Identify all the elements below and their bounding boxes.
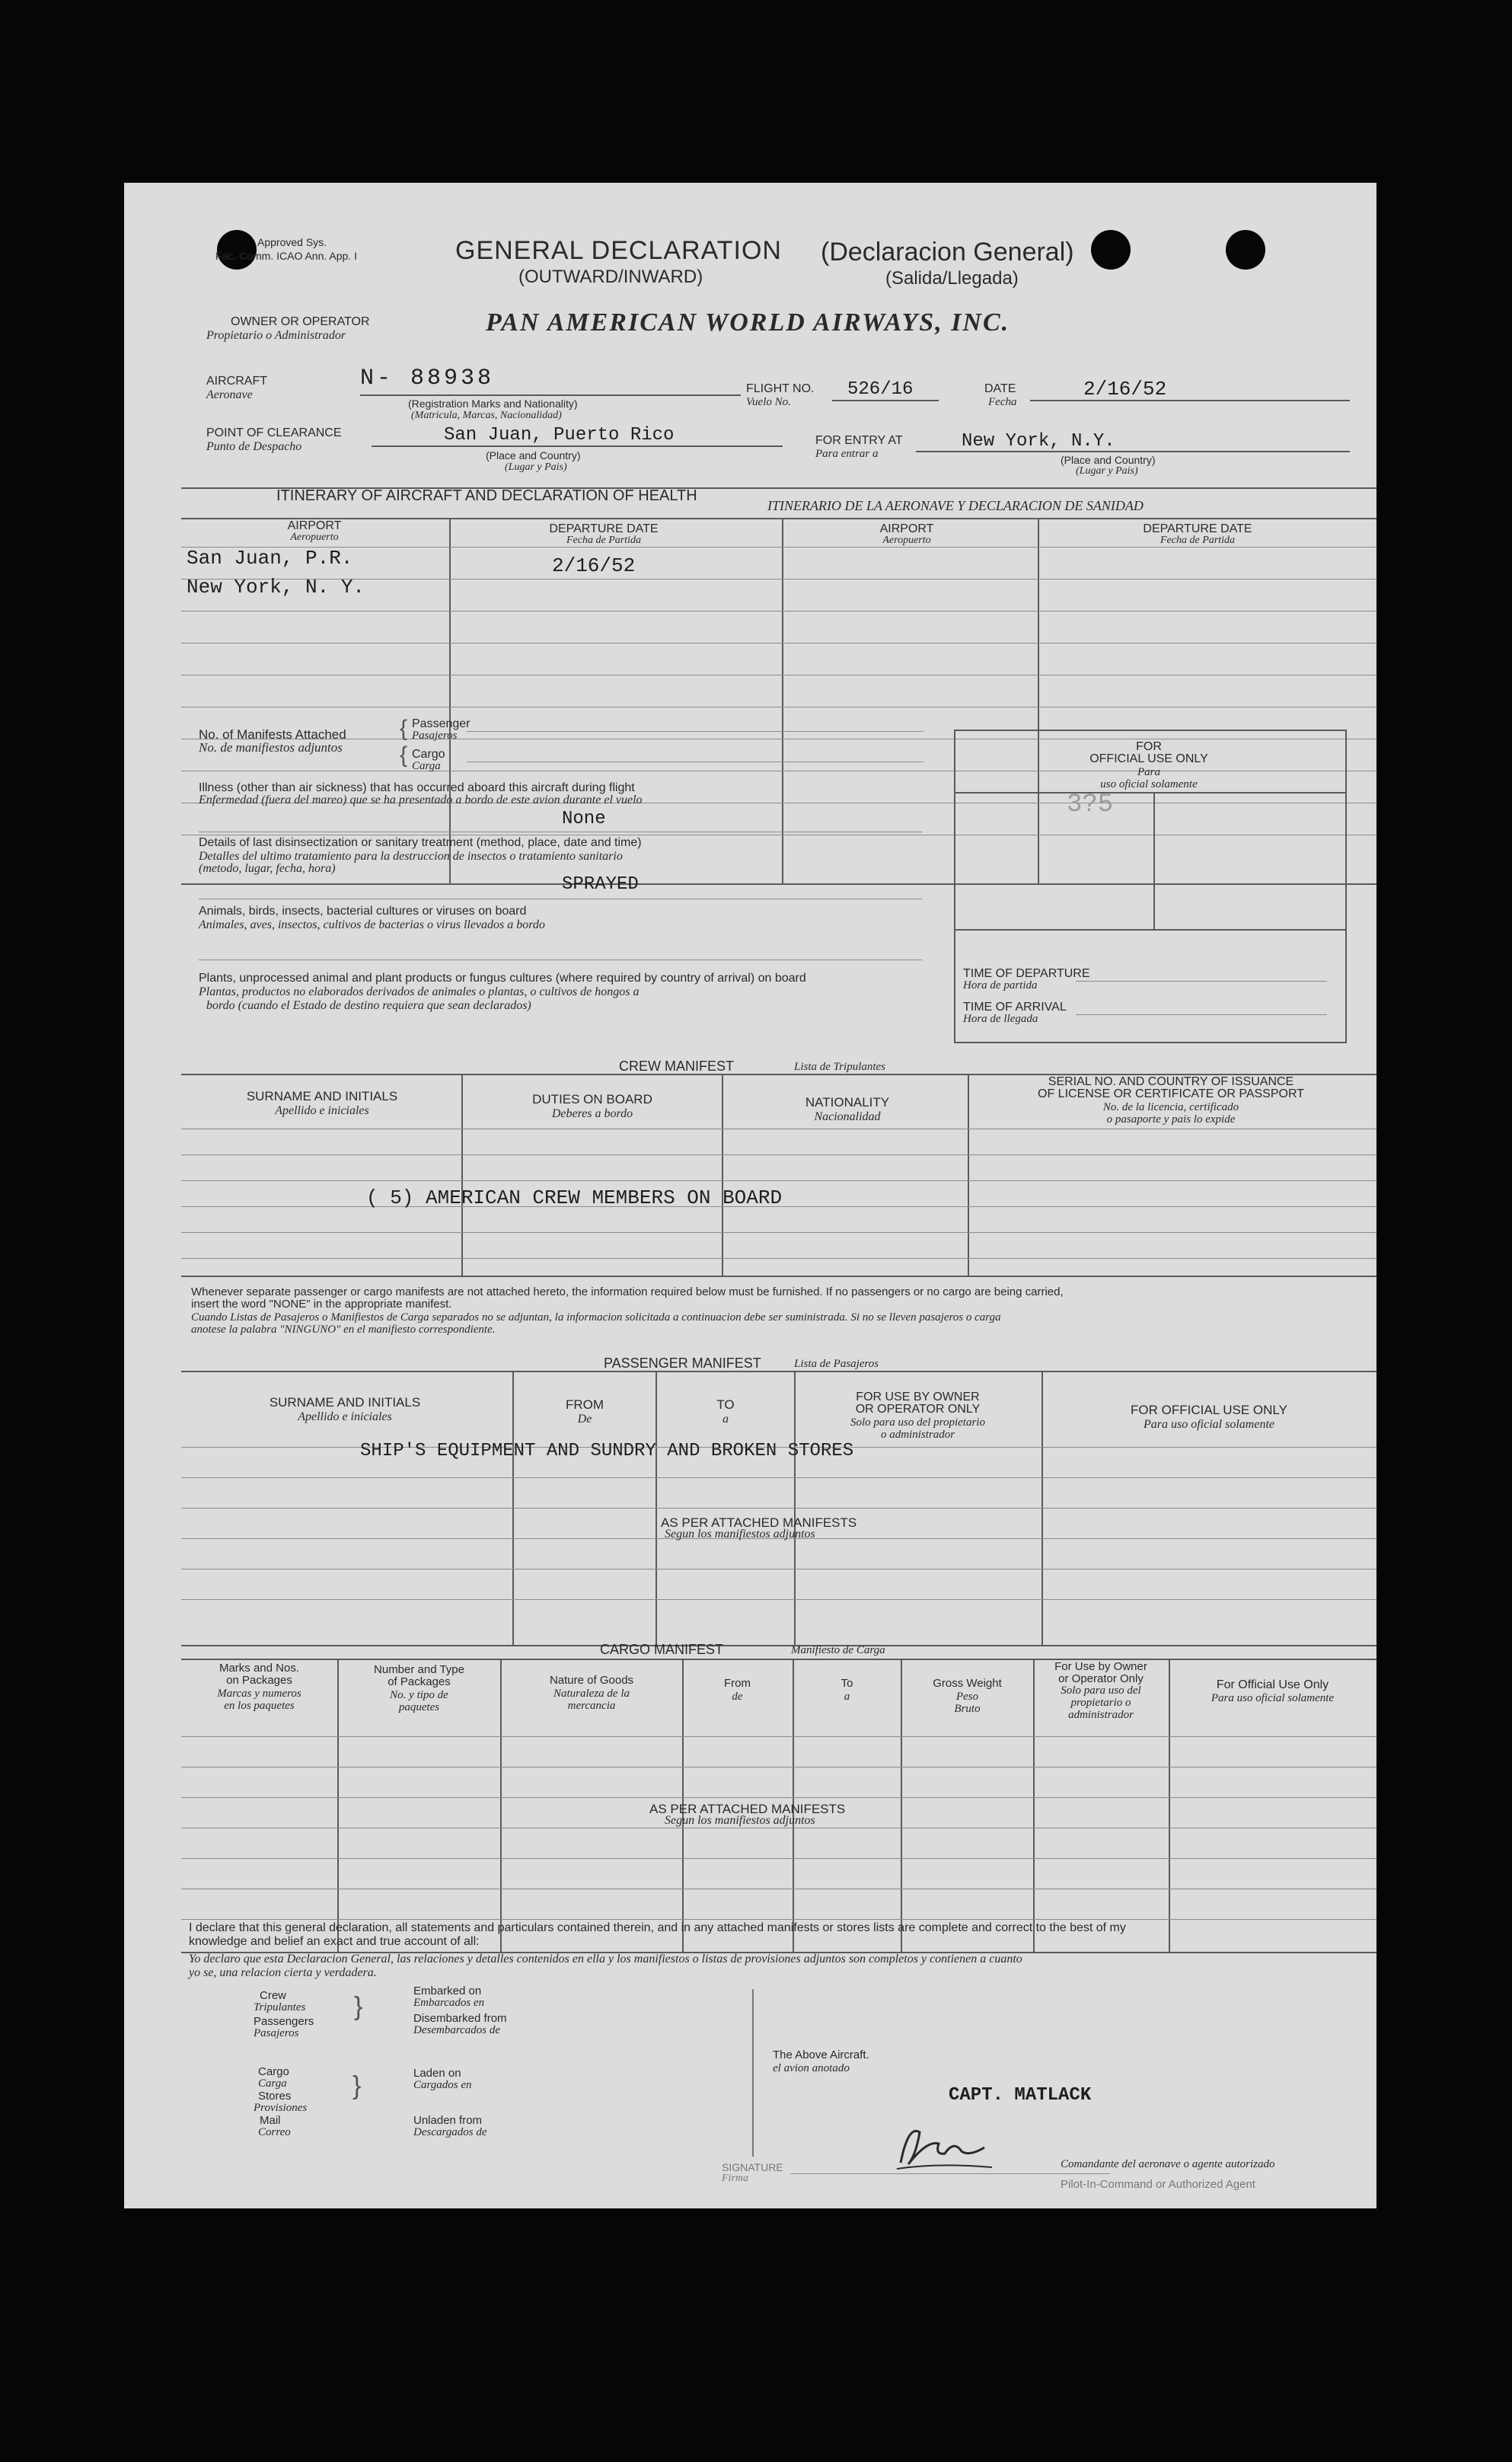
cargo-attached-es: Segun los manifiestos adjuntos (665, 1814, 815, 1827)
decl-stores-es: Provisiones (254, 2102, 308, 2114)
disinsect-label-es: Detalles del ultimo tratamiento para la destruccion de insectos o tratamiento sanitario (199, 850, 623, 863)
cargo-col-owner-es3: administrador (1068, 1709, 1134, 1721)
itinerary-col-airport-es-2: Aeropuerto (882, 535, 931, 546)
crew-heading: CREW MANIFEST (619, 1059, 734, 1074)
crew-col-serial: SERIAL NO. AND COUNTRY OF ISSUANCE (1048, 1075, 1294, 1088)
form-subtitle: (OUTWARD/INWARD) (518, 267, 703, 287)
passenger-col-owner-es: Solo para uso del propietario (850, 1416, 985, 1429)
itinerary-heading-es: ITINERARIO DE LA AERONAVE Y DECLARACION DE SANIDAD (767, 498, 1144, 513)
notice-line-2: insert the word "NONE" in the appropriate manifest. (191, 1298, 452, 1311)
time-arrival-label-es: Hora de llegada (963, 1013, 1038, 1025)
passenger-col-from-es: De (577, 1413, 592, 1426)
date-label: DATE (984, 382, 1016, 395)
flight-label-es: Vuelo No. (746, 396, 791, 408)
crew-col-serial-2: OF LICENSE OR CERTIFICATE OR PASSPORT (1038, 1087, 1304, 1100)
clearance-value: San Juan, Puerto Rico (444, 425, 675, 445)
declaration-line-3: Yo declaro que esta Declaracion General, las relaciones y detalles contenidos en ella y los manifiestos o listas de provisiones adjuntos son completos y contienen a cuanto (189, 1953, 1022, 1965)
commander-label-es: Comandante del aeronave o agente autorizado (1061, 2158, 1275, 2170)
manifests-label-es: No. de manifiestos adjuntos (199, 740, 343, 755)
punch-hole-middle (1091, 230, 1131, 270)
cargo-col-weight-es2: Bruto (954, 1703, 981, 1715)
passenger-entry: SHIP'S EQUIPMENT AND SUNDRY AND BROKEN STORES (360, 1441, 854, 1461)
crew-col-surname-es: Apellido e iniciales (275, 1104, 369, 1117)
entry-sub-es: (Lugar y Pais) (1076, 465, 1138, 477)
crew-entry: ( 5) AMERICAN CREW MEMBERS ON BOARD (366, 1186, 783, 1209)
time-departure-label: TIME OF DEPARTURE (963, 967, 1090, 980)
itinerary-row1-airport: San Juan, P.R. (187, 547, 353, 570)
cargo-col-number-2: of Packages (388, 1675, 451, 1688)
manifests-passenger-es: Pasajeros (412, 730, 458, 742)
commander-label: Pilot-In-Command or Authorized Agent (1061, 2178, 1255, 2191)
approved-note: Approved Sys. (257, 236, 327, 248)
decl-above-aircraft: The Above Aircraft. (773, 2048, 869, 2061)
crew-heading-es: Lista de Tripulantes (794, 1061, 886, 1073)
plants-label-es2: bordo (cuando el Estado de destino requiera que sean declarados) (206, 999, 531, 1012)
declaration-line-2: knowledge and belief an exact and true account of all: (189, 1935, 480, 1948)
cargo-col-owner-es2: propietario o (1070, 1697, 1131, 1709)
clearance-label: POINT OF CLEARANCE (206, 426, 342, 439)
decl-mail-es: Correo (258, 2126, 291, 2138)
passenger-attached-es: Segun los manifiestos adjuntos (665, 1528, 815, 1541)
itinerary-col-airport-2: AIRPORT (879, 522, 934, 535)
owner-label-es: Propietario o Administrador (206, 329, 346, 342)
cargo-col-weight: Gross Weight (933, 1677, 1002, 1690)
official-label: FOR (1136, 740, 1162, 753)
cargo-col-official-es: Para uso oficial solamente (1211, 1692, 1335, 1704)
captain-name: CAPT. MATLACK (949, 2085, 1092, 2106)
manifests-cargo: Cargo (412, 748, 445, 761)
disinsect-value: SPRAYED (562, 874, 639, 895)
decl-crew-es: Tripulantes (254, 2001, 306, 2013)
itinerary-col-airport-es: Aeropuerto (290, 532, 339, 543)
declaration-line-1: I declare that this general declaration, all statements and particulars contained therein, and in any attached manifests or stores lists are complete and correct to the best of my (189, 1921, 1126, 1934)
form-title: GENERAL DECLARATION (455, 236, 782, 265)
decl-passengers-es: Pasajeros (254, 2027, 299, 2039)
passenger-col-official-es: Para uso oficial solamente (1144, 1418, 1274, 1431)
notice-line-4: anotese la palabra "NINGUNO" en el manifiesto correspondiente. (191, 1324, 496, 1336)
animals-label: Animals, birds, insects, bacterial cultures or viruses on board (199, 905, 527, 918)
plants-label-es: Plantas, productos no elaborados derivados de animales o plantas, o cultivos de hongos a (199, 985, 640, 998)
cargo-col-owner-2: or Operator Only (1058, 1672, 1144, 1685)
decl-disembarked: Disembarked from (413, 2012, 507, 2025)
decl-disembarked-es: Desembarcados de (413, 2024, 501, 2036)
cargo-col-official: For Official Use Only (1216, 1678, 1329, 1691)
declaration-form: Approved Sys. Fac. Comm. ICAO Ann. App. I GENERAL DECLARATION (OUTWARD/INWARD) (Declaracion General) (Salida/Llegada) OWNER OR OPERATOR Propietario o Administrador PAN AMERICAN WORLD AIRWAYS, INC. AIRCRAFT Aeronave N- 88938 (Registration Marks and Nationality) (Matricula, Marcas, Nacionalidad) FLIGHT NO. Vuelo No. 526/16 DATE Fecha 2/16/52 POINT OF CLEARANCE Punto de Despacho San Juan, Puerto Rico (Place and Country) (Lugar y Pais) FOR ENTRY AT Para entrar a New York, N.Y. (Place and Country) (Lugar y Pais) ITINERARY OF AIRCRAFT AND DECLARATION OF HEALTH ITINERARIO DE LA AERONAVE Y DECLARACION DE SANIDAD AIRPORT Aeropuerto DEPARTURE DATE Fecha de Partida AIRPORT Aeropuerto DEPARTURE DATE Fecha de Partida San Juan, P.R. 2/16/52 New York, N. Y. No. of Manifests Attached No. de manifiestos adjuntos { { Passenger Pasajeros Cargo Carga Illness (other than air sickness) that has occurred aboard this aircraft during flight Enfermedad (fuera del mareo) que se ha presentado a bordo de este avion durante el vuelo None Details of last disinsectization or sanitary treatment (method, place, date and time) Detalles del ultimo tratamiento para la destruccion de insectos o tratamiento sanitario (metodo, lugar, fecha, hora) SPRAYED Animals, birds, insects, bacterial cultures or viruses on board Animales, aves, insectos, cultivos de bacterias o virus llevados a bordo Plants, unprocessed animal and plant products or fungus cultures (where required by country of arrival) on board Plantas, productos no elaborados derivados de animales o plantas, o cultivos de hongos a bordo (cuando el Estado de destino requiera que sean declarados) FOR OFFICIAL USE ONLY Para uso oficial solamente 3?5 TIME OF DEPARTURE Hora de partida TIME OF ARRIVAL Hora de llegada CREW MANIFEST Lista de Tripulantes SURNAME AND INITIALS Apellido e iniciales DUTIES ON BOARD Deberes a bordo NATIONALITY Nacionalidad SERIAL NO. AND COUNTRY OF ISSUANCE OF LICENSE OR CERTIFICATE OR PASSPORT No. de la licencia, certificado o pasaporte y pais lo expide ( 5) AMERICAN CREW MEMBERS ON BOARD Whenever separate passenger or cargo manifests are not attached hereto, the information required below must be furnished. If no passengers or no cargo are being carried, insert the word "NONE" in the appropriate manifest. Cuando Listas de Pasajeros o Manifiestos de Carga separados no se adjuntan, la informacion solicitada a continuacion debe ser suministrada. Si no se lleven pasajeros o carga anotese la palabra "NINGUNO" en el manifiesto correspondiente. PASSENGER MANIFEST Lista de Pasajeros SURNAME AND INITIALS Apellido e iniciales FROM De TO a FOR USE BY OWNER OR OPERATOR ONLY Solo para uso del propietario o administrador FOR OFFICIAL USE ONLY Para uso oficial solamente SHIP'S EQUIPMENT AND SUNDRY AND BROKEN STORES AS PER ATTACHED MANIFESTS Segun los manifiestos adjuntos CARGO MANIFEST Manifiesto de Carga Marks and Nos. on Packages Marcas y numeros en los paquetes Number and Type of Packages No. y tipo de paquetes Nature of Goods Naturaleza de la mercancia From de To a Gross Weight Peso Bruto For Use by Owner or Operator Only Solo para uso del propietario o administrador For Official Use Only Para uso oficial solamente AS PER ATTACHED MANIFESTS Segun los manifiestos adjuntos I declare that this general declaration, all statements and particulars contained therein, and in any attached manifests or stores lists are complete and correct to the best of my knowledge and belief an exact and true account of all: Yo declaro que esta Declaracion General, las relaciones y detalles contenidos en ella y los manifiestos o listas de provisiones adjuntos son completos y contienen a cuanto yo se, una relacion cierta y verdadera. Crew Tripulantes Passengers Pasajeros } Embarked on Embarcados en Disembarked from Desembarcados de Cargo Carga Stores Provisiones Mail Correo } Laden on Cargados en Unladen from Descargados de The Above Aircraft. el avion anotado CAPT. MATLACK SIGNATURE Firma Comandante del aeronave o agente autorizado Pilot-In-Command or Authorized Agent (124, 183, 1376, 2208)
cargo-col-nature-es2: mercancia (567, 1700, 616, 1712)
crew-col-nationality-es: Nacionalidad (814, 1110, 881, 1123)
official-label-2: OFFICIAL USE ONLY (1089, 752, 1208, 765)
clearance-sub-es: (Lugar y Pais) (505, 461, 567, 473)
crew-col-duties: DUTIES ON BOARD (532, 1092, 652, 1106)
time-arrival-label: TIME OF ARRIVAL (963, 1001, 1067, 1014)
cargo-col-to: To (841, 1677, 853, 1690)
cargo-col-nature-es: Naturaleza de la (553, 1688, 630, 1700)
date-label-es: Fecha (988, 396, 1017, 408)
flight-label: FLIGHT NO. (746, 382, 815, 395)
decl-unladen-es: Descargados de (413, 2126, 487, 2138)
notice-line-1: Whenever separate passenger or cargo manifests are not attached hereto, the information required below must be furnished. If no passengers or no cargo are being carried, (191, 1285, 1064, 1298)
itinerary-col-departure-es: Fecha de Partida (566, 535, 641, 546)
decl-passengers: Passengers (254, 2015, 314, 2028)
itinerary-col-departure: DEPARTURE DATE (549, 522, 659, 535)
notice-line-3: Cuando Listas de Pasajeros o Manifiestos de Carga separados no se adjuntan, la informacion solicitada a continuacion debe ser suministrada. Si no se lleven pasajeros o carga (191, 1311, 1001, 1324)
decl-crew: Crew (260, 1989, 287, 2002)
punch-hole-right (1226, 230, 1265, 270)
itinerary-col-departure-es-2: Fecha de Partida (1160, 535, 1235, 546)
passenger-attached: AS PER ATTACHED MANIFESTS (661, 1515, 857, 1530)
owner-label: OWNER OR OPERATOR (231, 315, 370, 328)
passenger-col-surname-es: Apellido e iniciales (298, 1410, 392, 1423)
cargo-col-marks-es2: en los paquetes (224, 1700, 295, 1712)
signature-label: SIGNATURE (722, 2161, 783, 2173)
icao-reference: Fac. Comm. ICAO Ann. App. I (215, 250, 357, 262)
passenger-heading-es: Lista de Pasajeros (794, 1358, 879, 1370)
cargo-col-weight-es: Peso (955, 1691, 979, 1703)
passenger-col-to: TO (716, 1397, 735, 1412)
cargo-heading-es: Manifiesto de Carga (791, 1644, 885, 1656)
illness-value: None (562, 809, 606, 829)
plants-label: Plants, unprocessed animal and plant products or fungus cultures (where required by country of arrival) on board (199, 972, 806, 985)
cargo-col-number-es: No. y tipo de (390, 1689, 448, 1701)
cargo-col-owner-es: Solo para uso del (1061, 1684, 1141, 1697)
official-label-es2: uso oficial solamente (1100, 778, 1198, 790)
crew-col-duties-es: Deberes a bordo (551, 1107, 633, 1120)
decl-stores: Stores (258, 2090, 292, 2103)
itinerary-col-departure-2: DEPARTURE DATE (1143, 522, 1252, 535)
decl-laden-es: Cargados en (413, 2079, 472, 2091)
crew-col-serial-es: No. de la licencia, certificado (1102, 1101, 1239, 1113)
decl-cargo: Cargo (258, 2065, 289, 2078)
itinerary-row1-date: 2/16/52 (552, 554, 636, 577)
animals-label-es: Animales, aves, insectos, cultivos de bacterias o virus llevados a bordo (199, 918, 545, 931)
itinerary-col-airport: AIRPORT (287, 519, 342, 532)
crew-col-nationality: NATIONALITY (805, 1095, 890, 1110)
declaration-line-4: yo se, una relacion cierta y verdadera. (189, 1966, 377, 1979)
flight-date: 2/16/52 (1083, 378, 1167, 401)
cargo-col-marks: Marks and Nos. (219, 1662, 300, 1675)
decl-unladen: Unladen from (413, 2114, 483, 2127)
passenger-col-owner-2: OR OPERATOR ONLY (855, 1403, 981, 1416)
entry-label-es: Para entrar a (815, 448, 879, 460)
entry-value: New York, N.Y. (962, 431, 1115, 452)
passenger-col-owner: FOR USE BY OWNER (856, 1391, 980, 1403)
cargo-col-marks-2: on Packages (226, 1674, 292, 1687)
official-label-es: Para (1137, 766, 1160, 778)
cargo-col-from: From (724, 1677, 751, 1690)
cargo-col-nature: Nature of Goods (549, 1674, 634, 1687)
cargo-col-from-es: de (732, 1691, 743, 1703)
flight-number: 526/16 (847, 379, 914, 400)
aircraft-label-es: Aeronave (206, 388, 253, 401)
manifests-passenger: Passenger (412, 717, 471, 730)
aircraft-label: AIRCRAFT (206, 375, 267, 388)
signature-label-es: Firma (722, 2173, 748, 2184)
decl-embarked: Embarked on (413, 1985, 482, 1997)
passenger-col-surname: SURNAME AND INITIALS (269, 1395, 421, 1410)
crew-col-surname: SURNAME AND INITIALS (246, 1089, 398, 1103)
aircraft-registration: N- 88938 (360, 366, 495, 391)
entry-label: FOR ENTRY AT (815, 434, 903, 447)
official-stamp: 3?5 (1067, 790, 1114, 819)
aircraft-sub-es: (Matricula, Marcas, Nacionalidad) (411, 410, 562, 421)
illness-label: Illness (other than air sickness) that has occurred aboard this aircraft during flight (199, 781, 635, 794)
decl-embarked-es: Embarcados en (413, 1997, 485, 2009)
manifests-label: No. of Manifests Attached (199, 727, 346, 742)
owner-value: PAN AMERICAN WORLD AIRWAYS, INC. (486, 308, 1010, 337)
entry-sub: (Place and Country) (1061, 454, 1156, 466)
disinsect-label-es2: (metodo, lugar, fecha, hora) (199, 862, 336, 875)
decl-mail: Mail (260, 2114, 281, 2127)
time-departure-label-es: Hora de partida (963, 979, 1038, 992)
cargo-col-number-es2: paquetes (398, 1701, 440, 1713)
cargo-col-to-es: a (844, 1691, 850, 1703)
passenger-col-official: FOR OFFICIAL USE ONLY (1131, 1403, 1287, 1417)
cargo-attached: AS PER ATTACHED MANIFESTS (649, 1802, 846, 1816)
decl-above-aircraft-es: el avion anotado (773, 2062, 850, 2074)
itinerary-row2-airport: New York, N. Y. (187, 576, 365, 599)
manifests-cargo-es: Carga (412, 760, 441, 772)
cargo-heading: CARGO MANIFEST (600, 1642, 724, 1657)
itinerary-heading: ITINERARY OF AIRCRAFT AND DECLARATION OF HEALTH (276, 487, 697, 504)
cargo-col-owner: For Use by Owner (1054, 1660, 1147, 1673)
clearance-label-es: Punto de Despacho (206, 440, 302, 453)
aircraft-sub: (Registration Marks and Nationality) (408, 398, 578, 410)
passenger-col-from: FROM (565, 1397, 604, 1412)
captain-signature (885, 2109, 1000, 2178)
decl-cargo-es: Carga (258, 2077, 287, 2090)
passenger-heading: PASSENGER MANIFEST (604, 1356, 761, 1371)
disinsect-label: Details of last disinsectization or sanitary treatment (method, place, date and time) (199, 836, 642, 849)
cargo-col-number: Number and Type (374, 1663, 464, 1676)
crew-col-serial-es2: o pasaporte y pais lo expide (1106, 1113, 1236, 1126)
cargo-col-marks-es: Marcas y numeros (217, 1688, 301, 1700)
decl-laden: Laden on (413, 2067, 461, 2080)
clearance-sub: (Place and Country) (486, 449, 581, 461)
passenger-col-to-es: a (723, 1413, 729, 1426)
form-title-es: (Declaracion General) (821, 238, 1074, 267)
illness-label-es: Enfermedad (fuera del mareo) que se ha presentado a bordo de este avion durante el vuelo (199, 794, 643, 806)
passenger-col-owner-es2: o administrador (880, 1429, 955, 1441)
form-subtitle-es: (Salida/Llegada) (885, 268, 1019, 289)
